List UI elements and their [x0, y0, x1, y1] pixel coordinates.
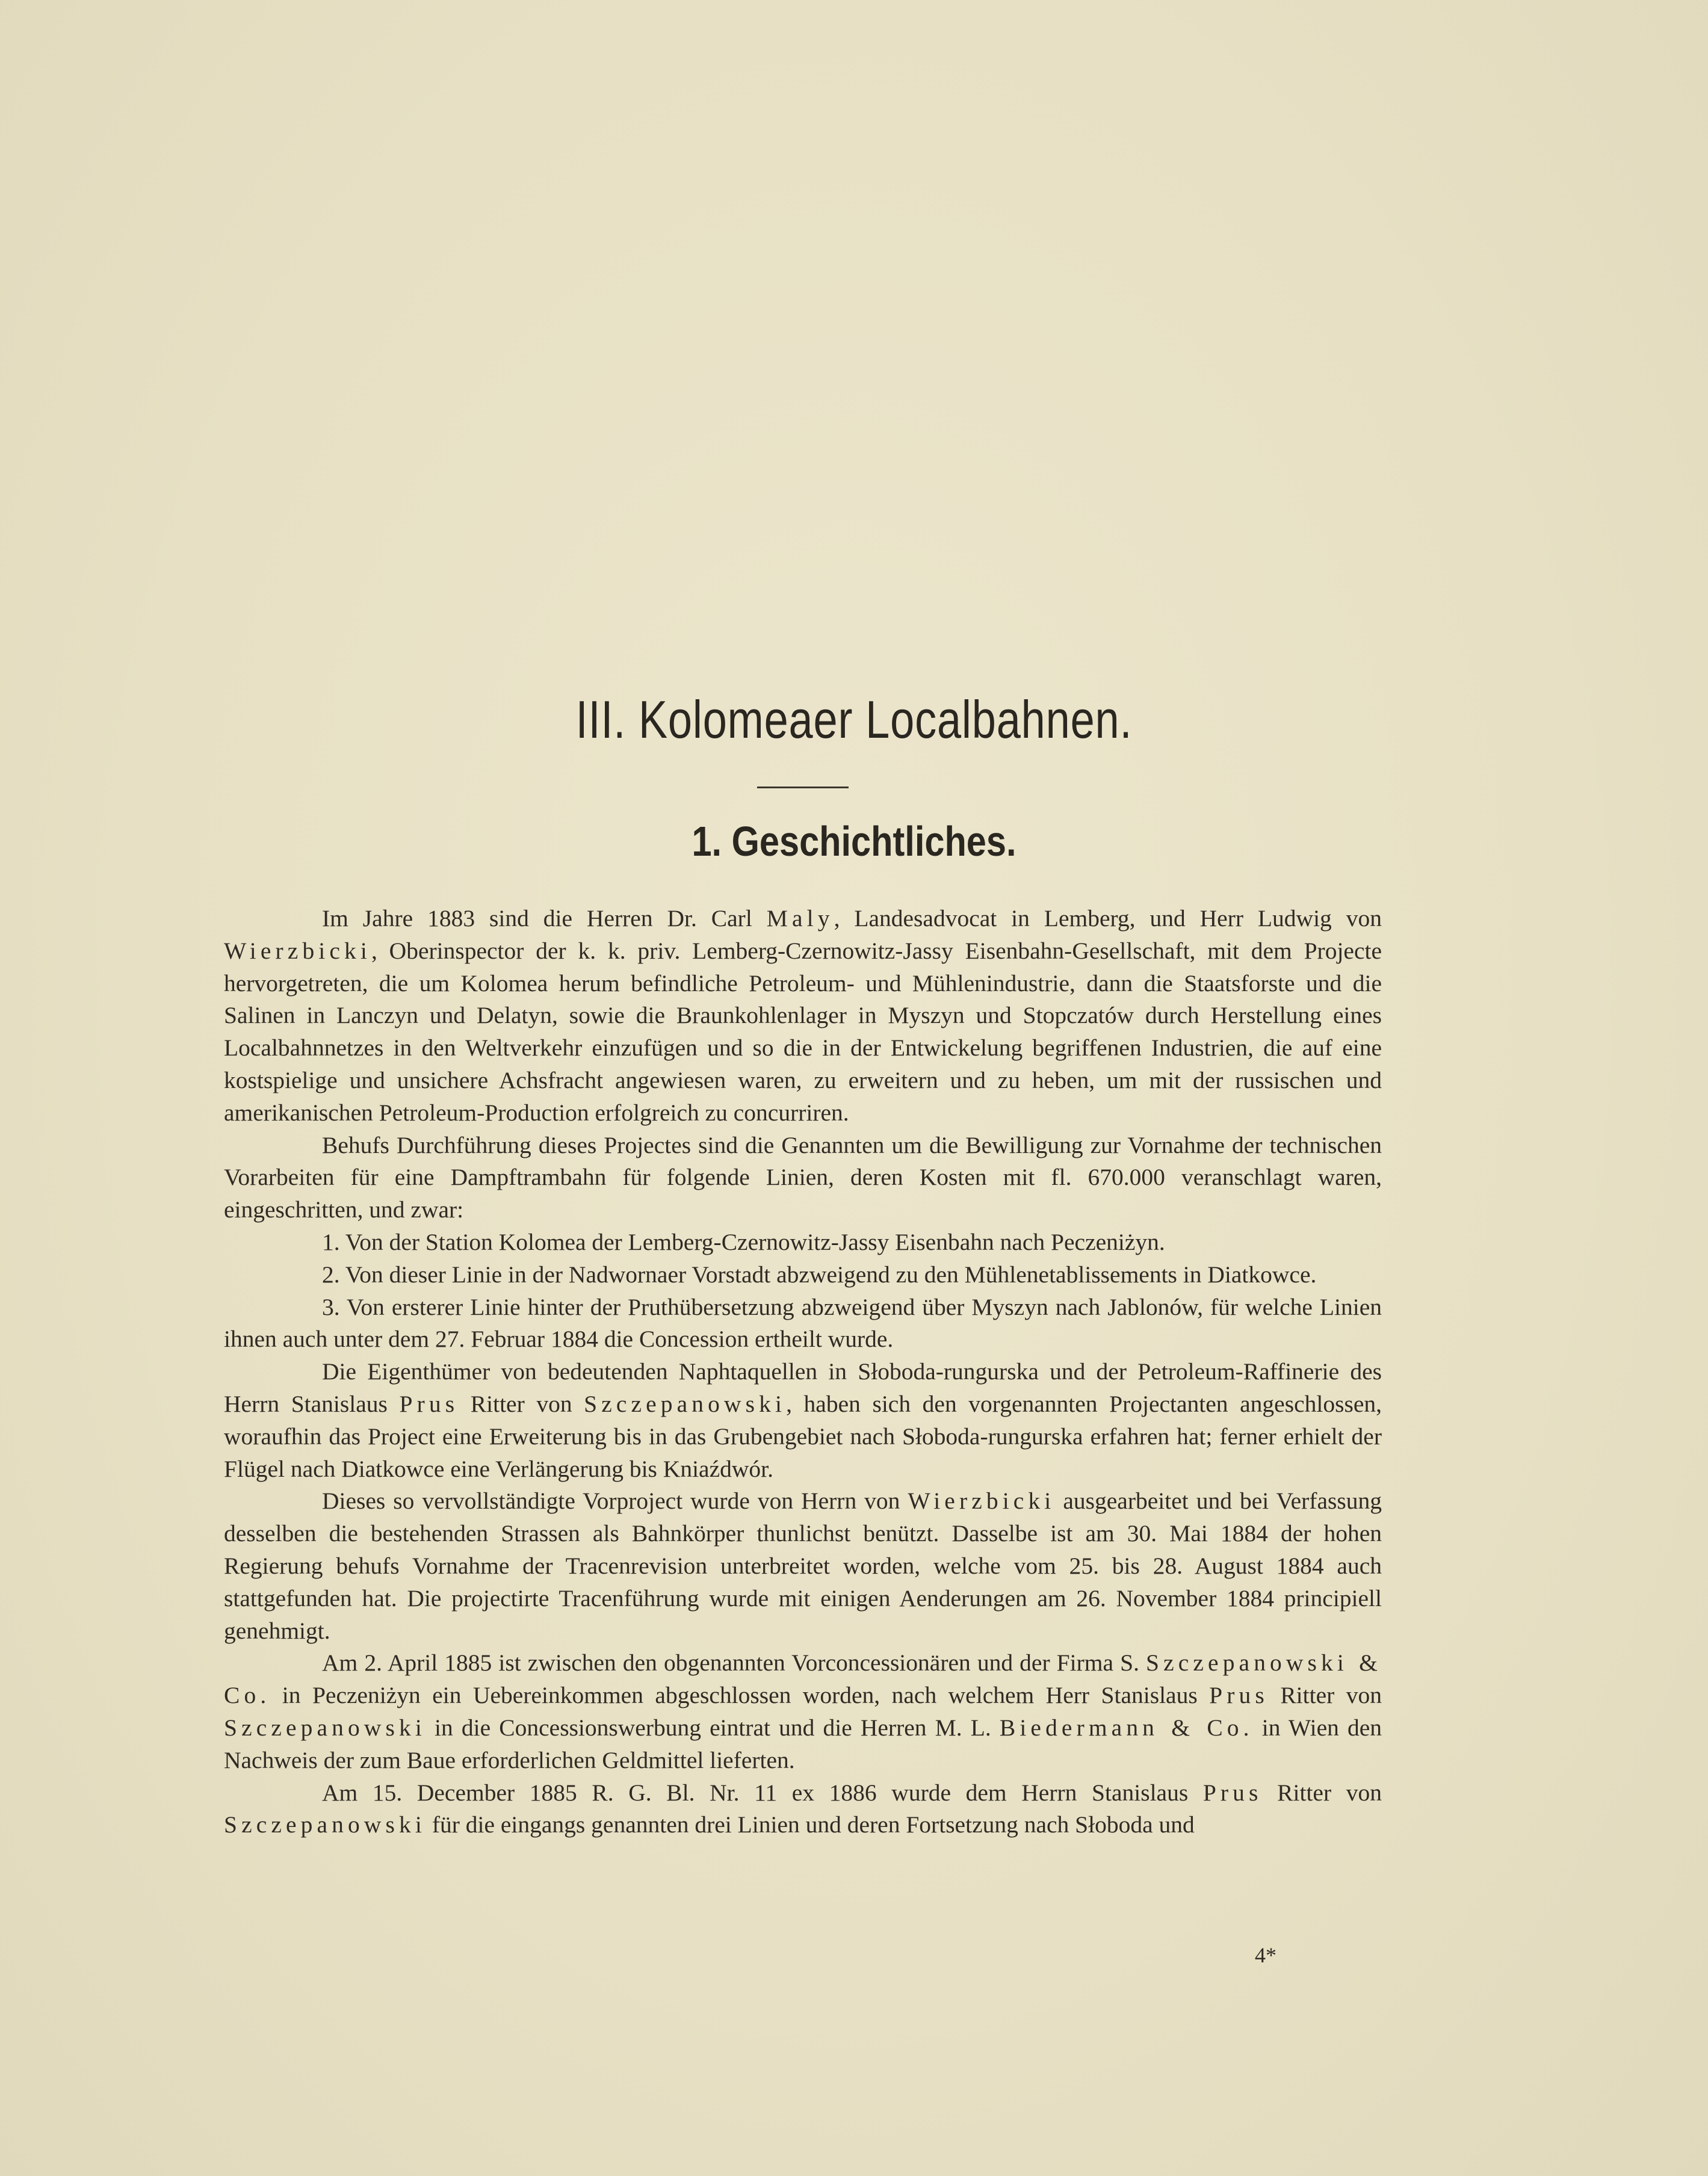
paragraph: Dieses so vervollständigte Vorproject wurde von Herrn von Wierzbicki ausgearbeitet und bei Verfassung desselben die bestehenden Strassen als Bahnkörper thunlichst benützt. Dasselbe ist am 30. Mai 1884 der hohen Regierung behufs Vornahme der Tracenrevision unterbreitet worden, welche vom 25. bis 28. August 1884 auch stattgefunden hat. Die projectirte Tracenführung wurde mit einigen Aenderungen am 26. November 1884 principiell genehmigt.	[224, 1488, 1382, 1644]
page-number: 4*	[1255, 1943, 1276, 1967]
body-text	[224, 903, 1382, 1841]
paragraph: Die Eigenthümer von bedeutenden Naphtaquellen in Słoboda-rungurska und der Petroleum-Raffinerie des Herrn Stanislaus Prus Ritter von Szczepanowski, haben sich den vorgenannten Projectanten angeschlossen, woraufhin das Project eine Erweiterung bis in das Grubengebiet nach Słoboda-rungurska erfahren hat; ferner erhielt der Flügel nach Diatkowce eine Verlängerung bis Kniaźdwór.	[224, 1358, 1382, 1482]
section-heading: 1. Geschichtliches.	[692, 818, 1016, 865]
paragraph: Im Jahre 1883 sind die Herren Dr. Carl Maly, Landesadvocat in Lemberg, und Herr Ludwig von Wierzbicki, Oberinspector der k. k. priv. Lemberg-Czernowitz-Jassy Eisenbahn-Gesellschaft, mit dem Projecte hervorgetreten, die um Kolomea herum befindliche Petroleum- und Mühlenindustrie, dann die Staatsforste und die Salinen in Lanczyn und Delatyn, sowie die Braunkohlenlager in Myszyn und Stopczatów durch Herstellung eines Localbahnnetzes in den Weltverkehr einzufügen und so die in der Entwickelung begriffenen Industrien, die auf eine kostspielige und unsichere Achsfracht angewiesen waren, zu erweitern und zu heben, um mit der russischen und amerikanischen Petroleum-Production erfolgreich zu concurriren.	[224, 905, 1382, 1126]
paragraph: Behufs Durchführung dieses Projectes sind die Genannten um die Bewilligung zur Vornahme der technischen Vorarbeiten für eine Dampftrambahn für folgende Linien, deren Kosten mit fl. 670.000 veranschlagt waren, eingeschritten, und zwar:	[224, 1131, 1382, 1223]
list-item: 1. Von der Station Kolomea der Lemberg-Czernowitz-Jassy Eisenbahn nach Peczeniżyn.	[322, 1228, 1165, 1255]
paragraph: Am 15. December 1885 R. G. Bl. Nr. 11 ex 1886 wurde dem Herrn Stanislaus Prus Ritter von Szczepanowski für die eingangs genannten drei Linien und deren Fortsetzung nach Słoboda und	[224, 1779, 1382, 1838]
chapter-title: III. Kolomeaer Localbahnen.	[575, 690, 1133, 749]
paragraph: Am 2. April 1885 ist zwischen den obgenannten Vorconcessionären und der Firma S. Szczepanowski & Co. in Peczeniżyn ein Uebereinkommen abgeschlossen worden, nach welchem Herr Stanislaus Prus Ritter von Szczepanowski in die Concessionswerbung eintrat und die Herren M. L. Biedermann & Co. in Wien den Nachweis der zum Baue erforderlichen Geldmittel lieferten.	[224, 1649, 1382, 1773]
title-divider	[757, 787, 849, 788]
list-item: 2. Von dieser Linie in der Nadwornaer Vorstadt abzweigend zu den Mühlenetablissements in Diatkowce.	[322, 1261, 1317, 1288]
list-item: 3. Von ersterer Linie hinter der Pruthübersetzung abzweigend über Myszyn nach Jablonów, für welche Linien ihnen auch unter dem 27. Februar 1884 die Concession ertheilt wurde.	[224, 1293, 1382, 1353]
